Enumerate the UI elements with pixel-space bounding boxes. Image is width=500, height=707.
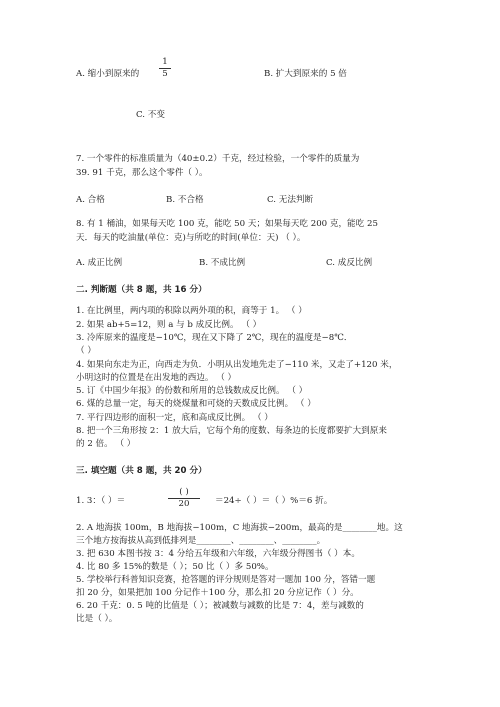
question-7-line-1: 7. 一个零件的标准质量为（40±0.2）千克，经过检验，一个零件的质量为 <box>76 154 360 164</box>
judge-item: 5. 订《中国少年报》的份数和所用的总钱数成反比例。 （ ） <box>76 386 308 396</box>
question-7-line-2: 39. 91 千克，那么这个零件（ ）。 <box>76 168 208 178</box>
fill-item: 三个地方按海拔从高到低排列是________、________、________。 <box>76 536 326 546</box>
judge-item: 的 2 倍。 （ ） <box>76 439 136 449</box>
fill-item: 2. A 地海拔 100m，B 地海拔−100m，C 地海拔−200m，最高的是________地。这 <box>76 523 403 533</box>
judge-item: （ ） <box>76 346 96 356</box>
section-3-title: 三. 填空题（共 8 题，共 20 分） <box>76 466 207 476</box>
question-8-line-2: 天．每天的吃油量(单位：克)与所吃的时间(单位：天) （ ）。 <box>76 233 306 243</box>
judge-item: 2. 如果 ab+5=12，则 a 与 b 成反比例。 （ ） <box>76 320 262 330</box>
fill-item: 6. 20 千克：0. 5 吨的比值是（ ）；被减数与减数的比是 7：4，差与减数的 <box>76 601 364 611</box>
question-8-line-1: 8. 有 1 桶油，如果每天吃 100 克，能吃 50 天；如果每天吃 200 克，能吃 25 <box>76 219 378 229</box>
q7-option-c: C. 无法判断 <box>267 195 314 205</box>
option-b: B. 扩大到原来的 5 倍 <box>264 69 347 79</box>
fill-item-1-fraction <box>167 487 201 510</box>
judge-item: 3. 冷库原来的温度是−10℃，现在又下降了 2℃，现在的温度是−8℃． <box>76 333 353 343</box>
fraction-numerator: ( ) <box>179 487 189 497</box>
q7-option-a: A. 合格 <box>76 195 105 205</box>
fraction-denominator: 20 <box>178 499 190 509</box>
option-c: C. 不变 <box>136 110 165 120</box>
fill-item-1-prefix: 1. 3：（ ）＝ <box>76 496 126 506</box>
fill-item: 4. 比 80 多 15%的数是（ ）；50 比（ ）多 50%。 <box>76 562 274 572</box>
q7-option-b: B. 不合格 <box>166 195 204 205</box>
judge-item: 8. 把一个三角形按 2：1 放大后，它每个角的度数、每条边的长度都要扩大到原来 <box>76 426 387 436</box>
fill-item: 3. 把 630 本图书按 3：4 分给五年级和六年级，六年级分得图书（ ）本。 <box>76 549 360 559</box>
section-2-title: 二. 判断题（共 8 题，共 16 分） <box>76 285 207 295</box>
fill-item: 比是（ ）。 <box>76 614 118 624</box>
judge-item: 6. 煤的总量一定，每天的烧煤量和可烧的天数成反比例。 （ ） <box>76 399 316 409</box>
fraction-numerator: 1 <box>162 57 168 67</box>
q8-option-b: B. 不成比例 <box>199 258 246 268</box>
judge-item: 4. 如果向东走为正，向西走为负．小明从出发地先走了−110 米，又走了+120 米， <box>76 360 398 370</box>
fraction <box>158 57 172 80</box>
fill-item: 扣 20 分，如果把加 100 分记作＋100 分，那么扣 20 分应记作（ ）分。 <box>76 588 359 598</box>
judge-item: 小明这时的位置是在出发地的西边。 （ ） <box>76 373 237 383</box>
judge-item: 1. 在比例里，两内项的积除以两外项的积，商等于 1。 （ ） <box>76 306 307 316</box>
fill-item: 5. 学校举行科普知识竞赛，抢答题的评分规则是答对一题加 100 分，答错一题 <box>76 575 376 585</box>
option-a: A. 缩小到原来的 <box>76 69 140 79</box>
q8-option-a: A. 成正比例 <box>76 258 123 268</box>
q8-option-c: C. 成反比例 <box>326 258 373 268</box>
fraction-denominator: 5 <box>162 69 168 79</box>
fill-item-1-suffix: ＝24÷（ ）＝（ ）%＝6 折。 <box>215 496 333 506</box>
judge-item: 7. 平行四边形的面积一定，底和高成反比例。 （ ） <box>76 413 273 423</box>
